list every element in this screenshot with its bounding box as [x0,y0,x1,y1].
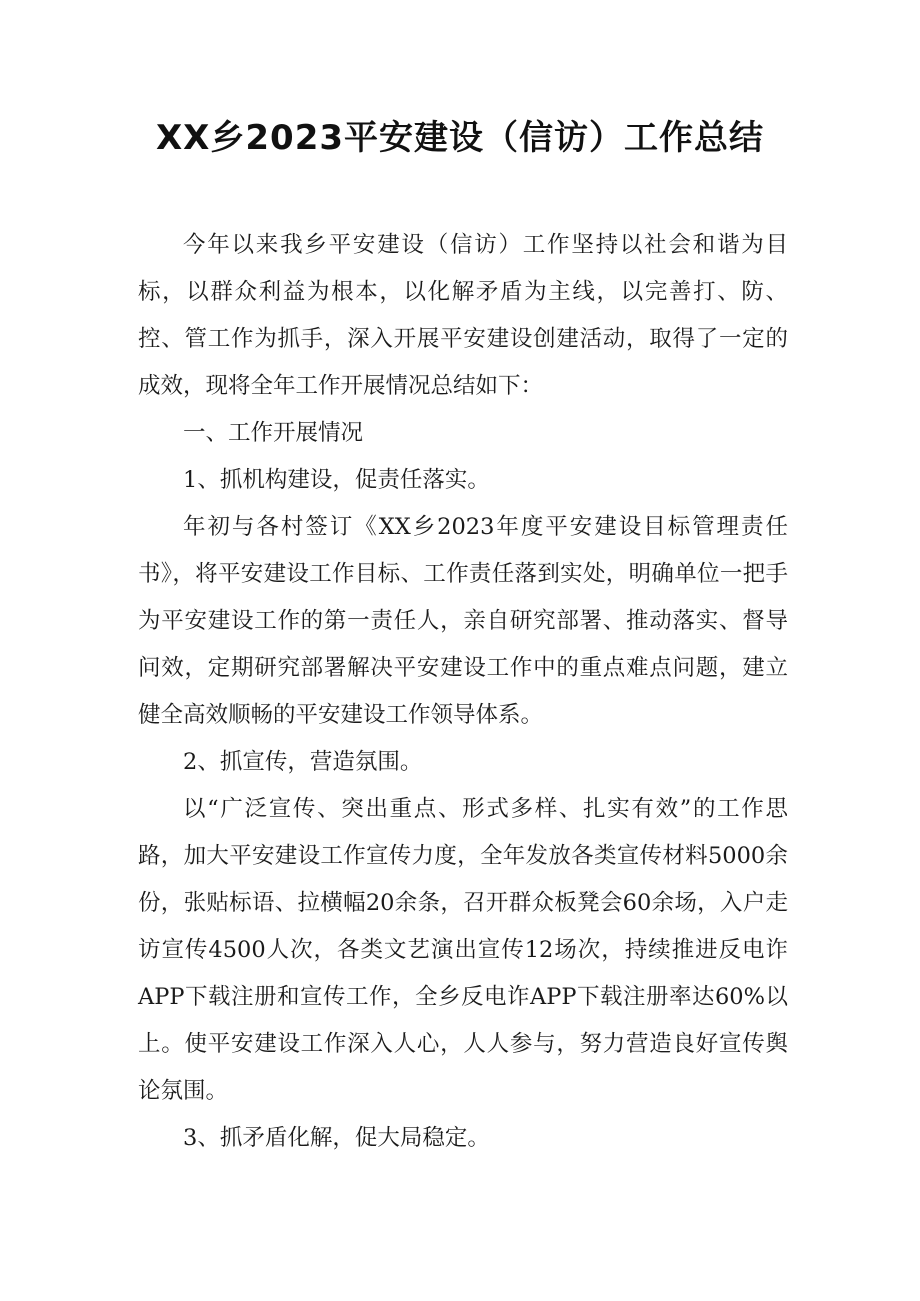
subsection-heading-1: 1、抓机构建设，促责任落实。 [183,467,490,493]
intro-paragraph: 今年以来我乡平安建设（信访）工作坚持以社会和谐为目标，以群众利益为根本，以化解矛盾为主线，以完善打、防、控、管工作为抓手，深入开展平安建设创建活动，取得了一定的成效，现将全年工作开展情况总结如下： [138,232,788,399]
document-title: XX乡2023平安建设（信访）工作总结 [155,118,765,158]
subsection-heading-3: 3、抓矛盾化解，促大局稳定。 [183,1125,490,1151]
paragraph-publicity: 以“广泛宣传、突出重点、形式多样、扎实有效”的工作思路，加大平安建设工作宣传力度，全年发放各类宣传材料5000余份，张贴标语、拉横幅20余条，召开群众板凳会60余场，入户走访宣传4500人次，各类文艺演出宣传12场次，持续推进反电诈APP下载注册和宣传工作，全乡反电诈APP下载注册率达60%以上。使平安建设工作深入人心，人人参与，努力营造良好宣传舆论氛围。 [138,796,788,1104]
paragraph-organization: 年初与各村签订《XX乡2023年度平安建设目标管理责任书》，将平安建设工作目标、工作责任落到实处，明确单位一把手为平安建设工作的第一责任人，亲自研究部署、推动落实、督导问效，定期研究部署解决平安建设工作中的重点难点问题，建立健全高效顺畅的平安建设工作领导体系。 [138,514,788,728]
document-body [138,222,788,1162]
section-heading-work-status: 一、工作开展情况 [183,420,364,446]
subsection-heading-2: 2、抓宣传，营造氛围。 [183,749,423,775]
